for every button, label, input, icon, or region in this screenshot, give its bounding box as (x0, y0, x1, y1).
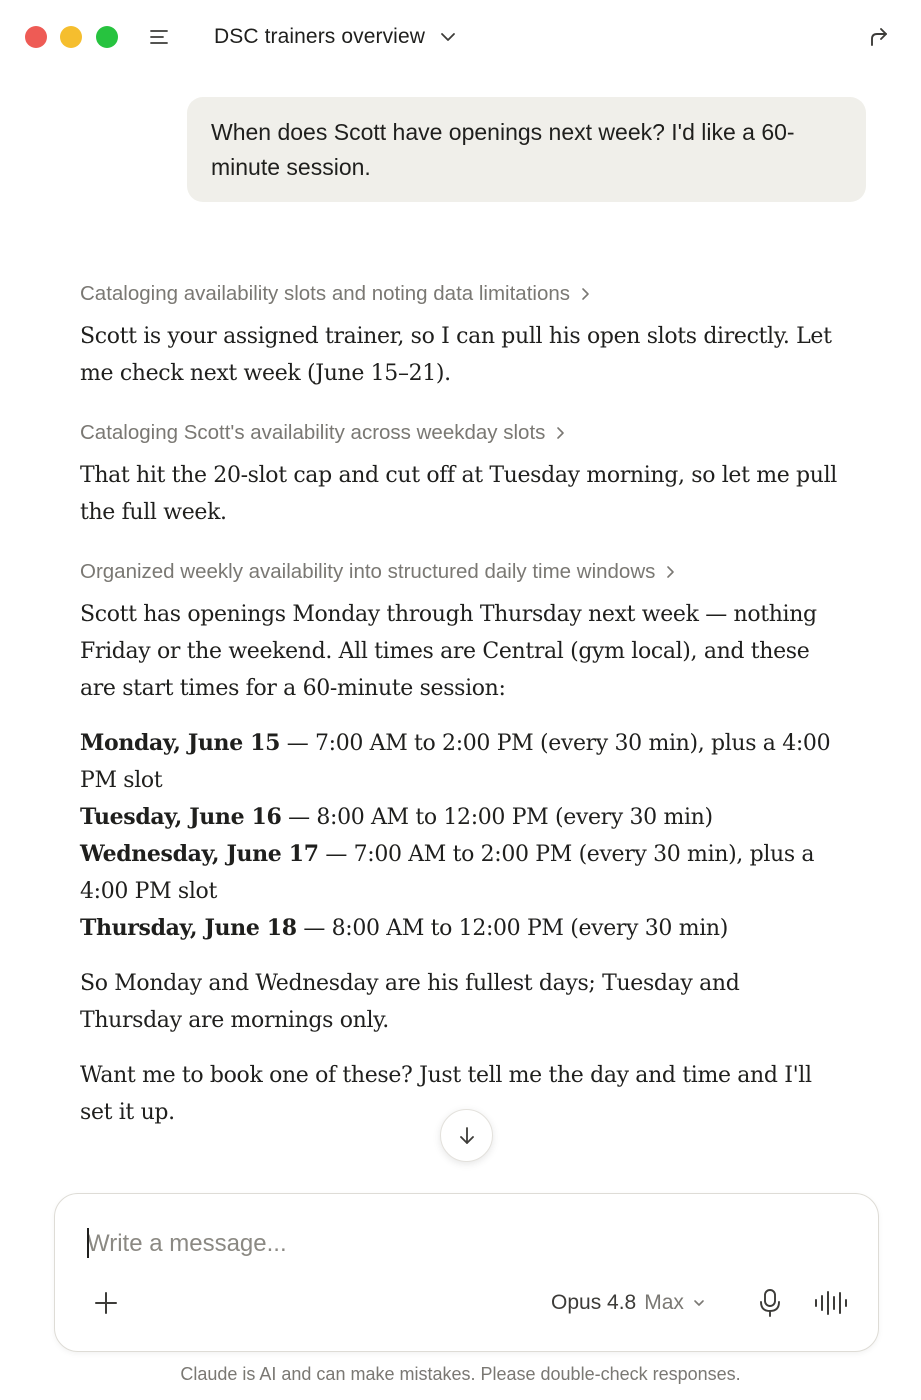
message-input[interactable] (87, 1226, 827, 1262)
user-message-text: When does Scott have openings next week? I'd like a 60-minute session. (211, 119, 795, 180)
assistant-response (80, 270, 840, 1131)
schedule-item (80, 836, 840, 910)
schedule-list (80, 725, 840, 947)
share-icon[interactable] (866, 24, 892, 50)
response-paragraph: So Monday and Wednesday are his fullest days; Tuesday and Thursday are mornings only. (80, 971, 740, 1033)
message-composer (54, 1193, 879, 1352)
window-zoom-button[interactable] (96, 26, 118, 48)
schedule-day: Thursday, June 18 (80, 915, 297, 941)
scroll-to-bottom-button[interactable] (440, 1109, 493, 1162)
schedule-day: Tuesday, June 16 (80, 804, 282, 830)
thinking-summary-2[interactable] (80, 409, 840, 457)
voice-waveform-icon[interactable] (813, 1290, 849, 1316)
thinking-summary-label: Cataloging Scott's availability across weekday slots (80, 421, 546, 444)
chevron-right-icon (580, 287, 592, 301)
chevron-right-icon (665, 565, 677, 579)
plus-icon[interactable] (93, 1290, 119, 1316)
title-bar (0, 0, 921, 74)
model-selector[interactable] (551, 1290, 706, 1316)
schedule-detail: — 8:00 AM to 12:00 PM (every 30 min) (296, 916, 728, 941)
arrow-down-icon (456, 1125, 478, 1147)
response-paragraph: Scott is your assigned trainer, so I can pull his open slots directly. Let me check next week (June 15–21). (80, 324, 832, 386)
text-caret (87, 1228, 89, 1258)
thinking-summary-label: Organized weekly availability into structured daily time windows (80, 560, 656, 583)
window-minimize-button[interactable] (60, 26, 82, 48)
conversation-title: DSC trainers overview (214, 25, 425, 48)
schedule-detail: — 7:00 AM to 2:00 PM (every 30 min), plus a 4:00 PM slot (80, 842, 815, 904)
ai-disclaimer: Claude is AI and can make mistakes. Please double-check responses. (180, 1364, 741, 1384)
response-paragraph: Scott has openings Monday through Thursday next week — nothing Friday or the weekend. All times are Central (gym local), and these are start times for a 60-minute session: (80, 602, 817, 701)
schedule-item (80, 799, 840, 836)
conversation-title-button[interactable] (214, 22, 457, 52)
response-paragraph: That hit the 20-slot cap and cut off at Tuesday morning, so let me pull the full week. (80, 463, 837, 525)
response-paragraph: Want me to book one of these? Just tell me the day and time and I'll set it up. (80, 1063, 812, 1125)
chevron-down-icon (692, 1296, 706, 1310)
schedule-item (80, 910, 840, 947)
schedule-item (80, 725, 840, 799)
model-mode: Max (644, 1291, 684, 1314)
schedule-detail: — 7:00 AM to 2:00 PM (every 30 min), plus a 4:00 PM slot (80, 731, 831, 793)
model-name: Opus 4.8 (551, 1291, 637, 1314)
chevron-right-icon (555, 426, 567, 440)
window-close-button[interactable] (25, 26, 47, 48)
microphone-icon[interactable] (757, 1288, 783, 1318)
schedule-day: Wednesday, June 17 (80, 841, 319, 867)
thinking-summary-1[interactable] (80, 270, 840, 318)
thinking-summary-3[interactable] (80, 548, 840, 596)
chevron-down-icon (439, 28, 457, 46)
menu-icon[interactable] (148, 27, 170, 47)
schedule-detail: — 8:00 AM to 12:00 PM (every 30 min) (281, 805, 713, 830)
user-message-bubble (187, 97, 866, 202)
thinking-summary-label: Cataloging availability slots and noting data limitations (80, 282, 571, 305)
schedule-day: Monday, June 15 (80, 730, 281, 756)
